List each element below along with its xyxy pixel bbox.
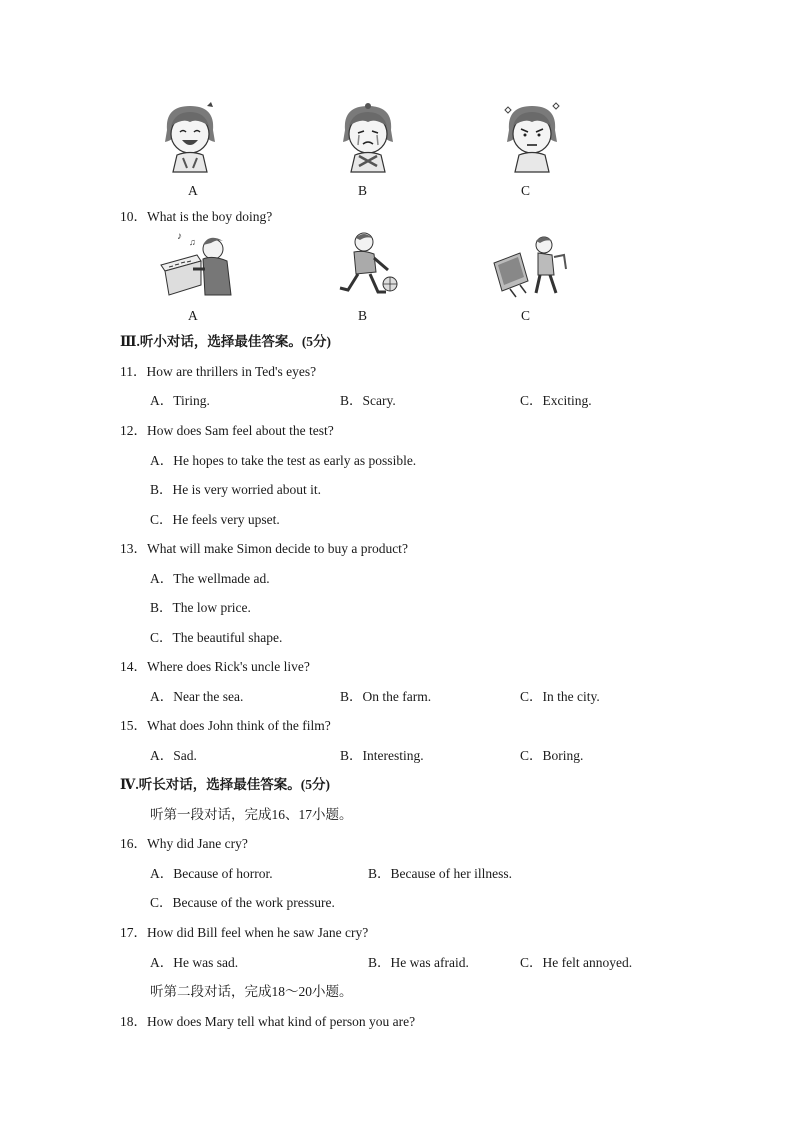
q10-option-b-image xyxy=(332,228,402,300)
q17-question: 17．How did Bill feel when he saw Jane cry? xyxy=(120,925,369,940)
svg-text:♫: ♫ xyxy=(189,237,196,247)
q10-option-c-image xyxy=(490,233,570,301)
q13-option-c: C．The beautiful shape. xyxy=(150,630,283,645)
q15-option-a: A．Sad. xyxy=(150,748,197,763)
q10-label-a: A xyxy=(188,308,198,323)
q9-label-b: B xyxy=(358,183,368,198)
q11-option-b: B．Scary. xyxy=(340,393,396,408)
q9-label-a: A xyxy=(188,183,198,198)
q16-question: 16．Why did Jane cry? xyxy=(120,836,248,851)
angry-girl-icon xyxy=(497,100,567,175)
q12-option-b: B．He is very worried about it. xyxy=(150,482,321,497)
crying-girl-icon xyxy=(333,100,403,175)
q13-question: 13．What will make Simon decide to buy a product? xyxy=(120,541,408,556)
boy-playing-basketball-icon xyxy=(332,228,402,300)
q12-question: 12．How does Sam feel about the test? xyxy=(120,423,334,438)
q17-option-a: A．He was sad. xyxy=(150,955,239,970)
q17-option-b: B．He was afraid. xyxy=(368,955,469,970)
q13-option-a: A．The wellmade ad. xyxy=(150,571,270,586)
q9-label-c: C xyxy=(521,183,531,198)
q10-label-c: C xyxy=(521,308,531,323)
q11-option-a: A．Tiring. xyxy=(150,393,210,408)
q9-option-c-image xyxy=(497,100,567,175)
q15-option-c: C．Boring. xyxy=(520,748,584,763)
section-4-heading: Ⅳ.听长对话，选择最佳答案。(5分) xyxy=(120,777,330,792)
q16-option-c: C．Because of the work pressure. xyxy=(150,895,335,910)
q14-option-b: B．On the farm. xyxy=(340,689,432,704)
q17-option-c: C．He felt annoyed. xyxy=(520,955,633,970)
q15-question: 15．What does John think of the film? xyxy=(120,718,331,733)
q11-option-c: C．Exciting. xyxy=(520,393,592,408)
q14-question: 14．Where does Rick's uncle live? xyxy=(120,659,310,674)
q14-option-c: C．In the city. xyxy=(520,689,600,704)
q12-option-c: C．He feels very upset. xyxy=(150,512,280,527)
q9-option-b-image xyxy=(333,100,403,175)
q18-question: 18．How does Mary tell what kind of person you are? xyxy=(120,1014,416,1029)
q11-question: 11．How are thrillers in Ted's eyes? xyxy=(120,364,317,379)
q16-option-b: B．Because of her illness. xyxy=(368,866,512,881)
q10-question: 10．What is the boy doing? xyxy=(120,209,273,224)
q14-option-a: A．Near the sea. xyxy=(150,689,244,704)
section-3-heading: Ⅲ.听小对话，选择最佳答案。(5分) xyxy=(120,334,332,349)
q10-label-b: B xyxy=(358,308,368,323)
q10-option-a-image xyxy=(157,225,242,305)
boy-watching-tv-icon xyxy=(490,233,570,301)
dialog-2-intro: 听第二段对话，完成18～20小题。 xyxy=(150,984,353,999)
svg-text:♪: ♪ xyxy=(177,231,182,242)
q16-option-a: A．Because of horror. xyxy=(150,866,273,881)
q13-option-b: B．The low price. xyxy=(150,600,251,615)
q9-option-a-image xyxy=(155,100,225,175)
boy-playing-piano-icon xyxy=(157,225,242,305)
dialog-1-intro: 听第一段对话，完成16、17小题。 xyxy=(150,807,353,822)
happy-girl-icon xyxy=(155,100,225,175)
q12-option-a: A．He hopes to take the test as early as possible. xyxy=(150,453,417,468)
q15-option-b: B．Interesting. xyxy=(340,748,424,763)
